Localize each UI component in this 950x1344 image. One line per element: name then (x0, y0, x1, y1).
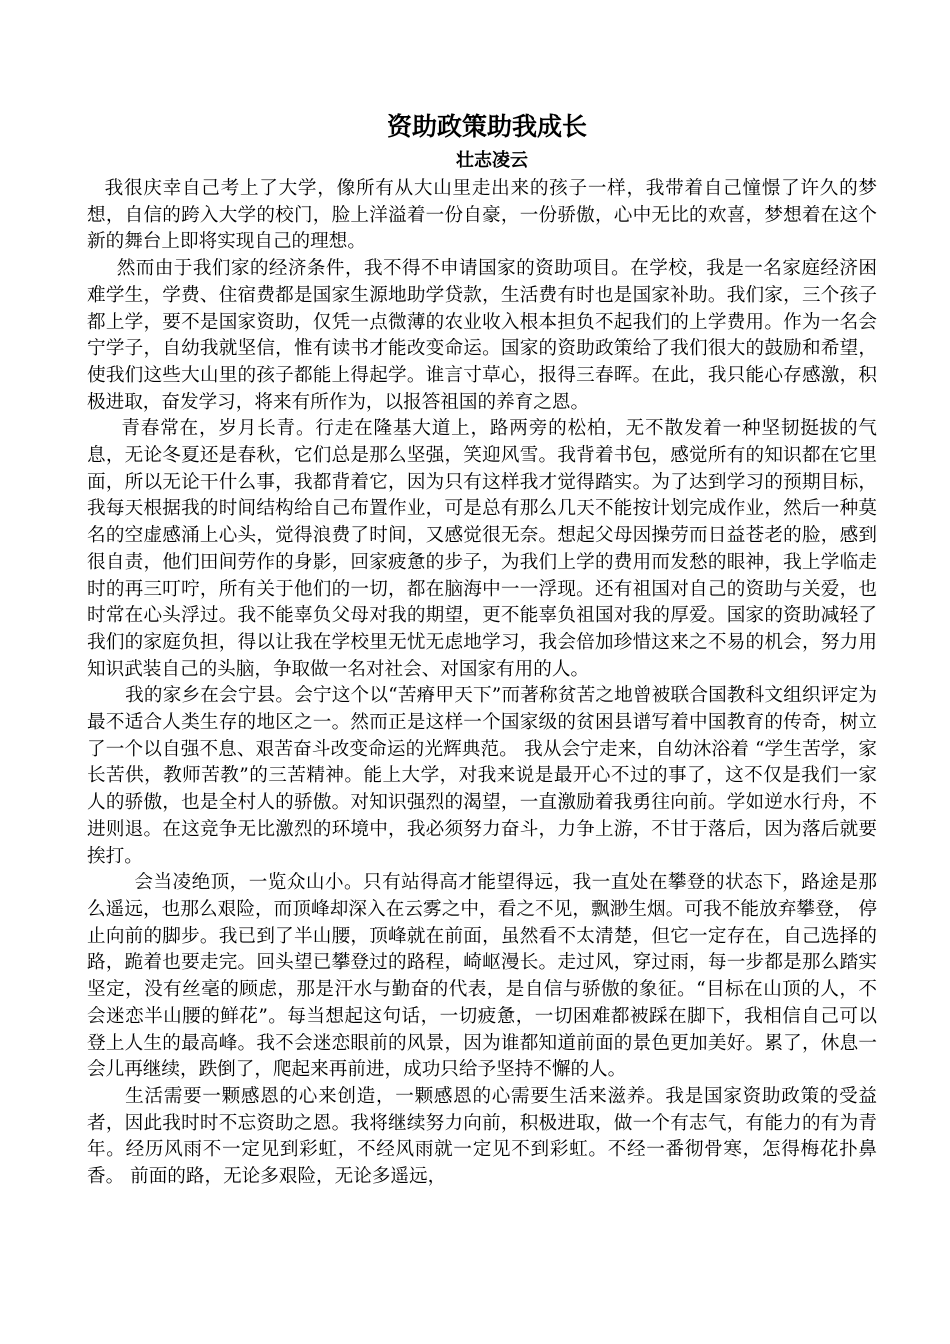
author-name: 壮志凌云 (456, 150, 528, 171)
paragraph-4: 我的家乡在会宁县。会宁这个以“苦瘠甲天下”而著称贫苦之地曾被联合国教科文组织评定为最不适合人类生存的地区之一。然而正是这样一个国家级的贫困县谱写着中国教育的传奇，树立了一个以自强不息、艰苦奋斗改变命运的光辉典范。 我从会宁走来，自幼沐浴着 “学生苦学，家长苦供，教师苦教”的三苦精神。能上大学，对我来说是最开心不过的事了，这不仅是我们一家人的骄傲，也是全村人的骄傲。对知识强烈的渴望，一直激励着我勇往向前。学如逆水行舟，不进则退。在这竞争无比激烈的环境中，我必须努力奋斗，力争上游，不甘于落后，因为落后就要挨打。 (87, 685, 877, 867)
paragraph-6: 生活需要一颗感恩的心来创造，一颗感恩的心需要生活来滋养。我是国家资助政策的受益者，因此我时时不忘资助之恩。我将继续努力向前，积极进取，做一个有志气，有能力的有为青年。经历风雨不一定见到彩虹，不经风雨就一定见不到彩虹。不经一番彻骨寒，怎得梅花扑鼻香。 前面的路，无论多艰险，无论多遥远， (87, 1085, 877, 1188)
paragraph-1: 我很庆幸自己考上了大学，像所有从大山里走出来的孩子一样，我带着自己憧憬了许久的梦想，自信的跨入大学的校门，脸上洋溢着一份自豪，一份骄傲，心中无比的欢喜，梦想着在这个新的舞台上即将实现自己的理想。 (87, 178, 877, 253)
paragraph-2: 然而由于我们家的经济条件，我不得不申请国家的资助项目。在学校，我是一名家庭经济困难学生，学费、住宿费都是国家生源地助学贷款，生活费有时也是国家补助。我们家，三个孩子都上学，要不是国家资助，仅凭一点微薄的农业收入根本担负不起我们的上学费用。作为一名会宁学子，自幼我就坚信，惟有读书才能改变命运。国家的资助政策给了我们很大的鼓励和希望，使我们这些大山里的孩子都能上得起学。谁言寸草心，报得三春晖。在此，我只能心存感激，积极进取，奋发学习，将来有所作为，以报答祖国的养育之恩。 (87, 258, 877, 413)
document-page (87, 108, 877, 1191)
paragraph-5: 会当凌绝顶，一览众山小。只有站得高才能望得远，我一直处在攀登的状态下，路途是那么遥远，也那么艰险，而顶峰却深入在云雾之中，看之不见，飘渺生烟。可我不能放弃攀登， 停止向前的脚步。我已到了半山腰，顶峰就在前面，虽然看不太清楚，但它一定存在，自己选择的路，跪着也要走完。回头望已攀登过的路程，崎岖漫长。走过风，穿过雨，每一步都是那么踏实坚定，没有丝毫的顾虑，那是汗水与勤奋的代表，是自信与骄傲的象征。“目标在山顶的人，不会迷恋半山腰的鲜花”。每当想起这句话，一切疲惫，一切困难都被踩在脚下，我相信自己可以登上人生的最高峰。我不会迷恋眼前的风景，因为谁都知道前面的景色更加美好。累了，休息一会儿再继续，跌倒了，爬起来再前进，成功只给予坚持不懈的人。 (87, 872, 877, 1081)
document-title: 资助政策助我成长 (386, 112, 587, 141)
paragraph-3: 青春常在，岁月长青。行走在隆基大道上，路两旁的松柏，无不散发着一种坚韧挺拔的气息，无论冬夏还是春秋，它们总是那么坚强，笑迎风雪。我背着书包，感觉所有的知识都在它里面，所以无论干什么事，我都背着它，因为只有这样我才觉得踏实。为了达到学习的预期目标，我每天根据我的时间结构给自己布置作业，可是总有那么几天不能按计划完成作业，然后一种莫名的空虚感涌上心头，觉得浪费了时间，又感觉很无奈。想起父母因操劳而日益苍老的脸，感到很自责，他们田间劳作的身影，回家疲惫的步子，为我们上学的费用而发愁的眼神，我上学临走时的再三叮咛，所有关于他们的一切，都在脑海中一一浮现。还有祖国对自己的资助与关爱，也时常在心头浮过。我不能辜负父母对我的期望，更不能辜负祖国对我的厚爱。国家的资助减轻了我们的家庭负担，得以让我在学校里无忧无虑地学习，我会倍加珍惜这来之不易的机会，努力用知识武装自己的头脑，争取做一名对社会、对国家有用的人。 (87, 418, 877, 680)
